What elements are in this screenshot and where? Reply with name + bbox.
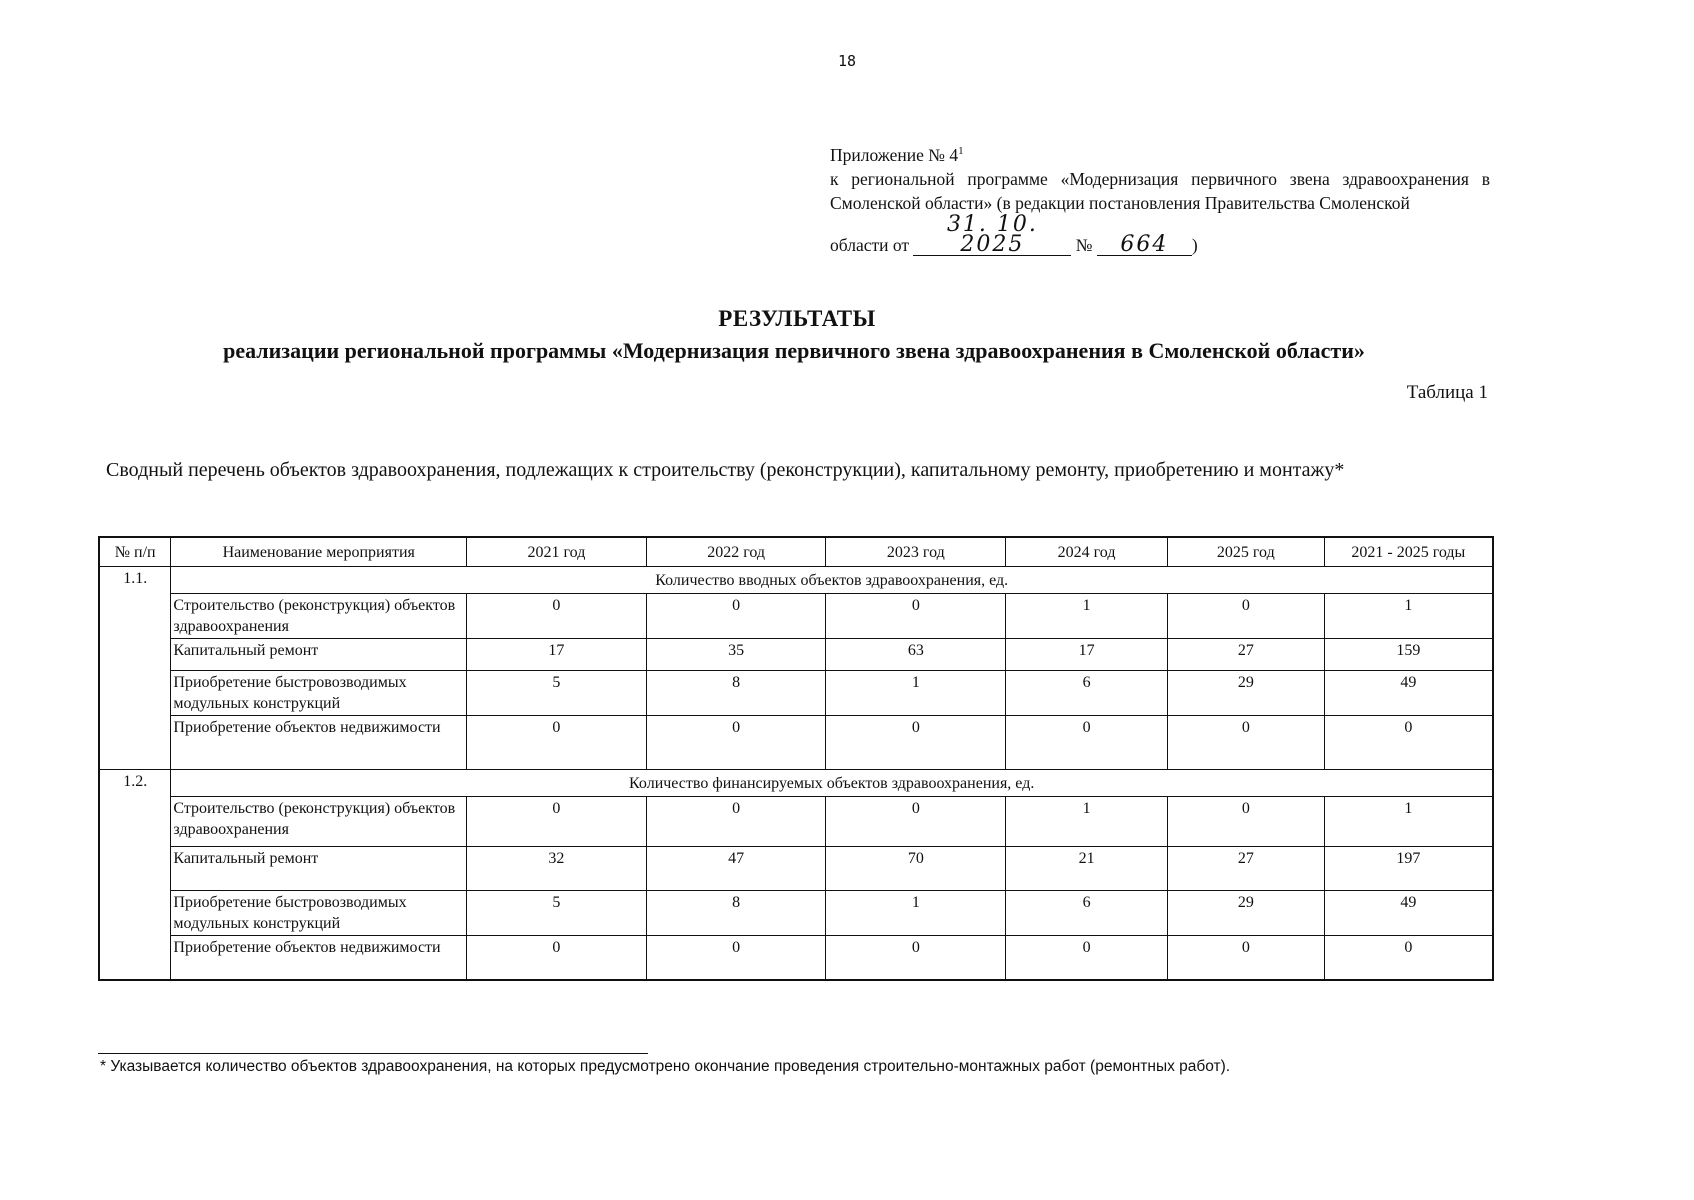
appendix-line-3: [830, 212, 1490, 257]
footnote: * Указывается количество объектов здравоохранения, на которых предусмотрено окончание проведения строительно-монтажных работ (ремонтных работ).: [100, 1058, 1231, 1075]
appendix-close-paren: ): [1191, 235, 1198, 255]
value-cell: 32: [467, 847, 647, 891]
value-cell: 0: [646, 797, 826, 847]
appendix-number-label: №: [1075, 235, 1093, 255]
value-cell: 63: [826, 639, 1006, 671]
value-cell: 49: [1324, 891, 1493, 936]
value-cell: 47: [646, 847, 826, 891]
table-row: [99, 716, 1493, 770]
value-cell: 8: [646, 671, 826, 716]
table-row: [99, 671, 1493, 716]
value-cell: 29: [1167, 891, 1324, 936]
value-cell: 0: [646, 594, 826, 639]
value-cell: 197: [1324, 847, 1493, 891]
value-cell: 0: [467, 716, 647, 770]
value-cell: 21: [1006, 847, 1168, 891]
section-index: 1.2.: [99, 770, 171, 980]
value-cell: 6: [1006, 891, 1168, 936]
value-cell: 1: [1006, 594, 1168, 639]
list-title: Сводный перечень объектов здравоохранения, подлежащих к строительству (реконструкции), капитальному ремонту, приобретению и монтажу*: [106, 459, 1345, 481]
activity-name: Строительство (реконструкция) объектов здравоохранения: [171, 594, 467, 639]
value-cell: 49: [1324, 671, 1493, 716]
value-cell: 0: [826, 797, 1006, 847]
appendix-block: [830, 143, 1490, 257]
value-cell: 0: [1167, 716, 1324, 770]
value-cell: 6: [1006, 671, 1168, 716]
value-cell: 0: [826, 936, 1006, 980]
value-cell: 0: [1167, 936, 1324, 980]
page-number: 18: [837, 52, 857, 70]
activity-name: Приобретение быстровозводимых модульных конструкций: [171, 891, 467, 936]
value-cell: 29: [1167, 671, 1324, 716]
results-table: [98, 536, 1494, 981]
value-cell: 0: [1324, 716, 1493, 770]
table-row: [99, 594, 1493, 639]
value-cell: 0: [467, 797, 647, 847]
activity-name: Строительство (реконструкция) объектов здравоохранения: [171, 797, 467, 847]
header-cell: № п/п: [99, 537, 171, 567]
header-cell: 2021 - 2025 годы: [1324, 537, 1493, 567]
table-row: [99, 797, 1493, 847]
activity-name: Приобретение объектов недвижимости: [171, 716, 467, 770]
table-row: [99, 639, 1493, 671]
table-row: [99, 936, 1493, 980]
header-cell: 2021 год: [467, 537, 647, 567]
appendix-date-prefix: области от: [830, 235, 910, 255]
appendix-title: Приложение № 4: [830, 145, 959, 165]
value-cell: 0: [1324, 936, 1493, 980]
header-cell: 2025 год: [1167, 537, 1324, 567]
value-cell: 8: [646, 891, 826, 936]
appendix-line-2: к региональной программе «Модернизация первичного звена здравоохранения в Смоленской области» (в редакции постановления Правительства Смоленской: [830, 169, 1490, 213]
value-cell: 0: [646, 936, 826, 980]
value-cell: 159: [1324, 639, 1493, 671]
appendix-line-1: [830, 143, 1490, 167]
header-cell: 2024 год: [1006, 537, 1168, 567]
activity-name: Капитальный ремонт: [171, 847, 467, 891]
table-row: [99, 847, 1493, 891]
header-cell: Наименование мероприятия: [171, 537, 467, 567]
value-cell: 1: [1324, 594, 1493, 639]
value-cell: 27: [1167, 639, 1324, 671]
value-cell: 0: [467, 936, 647, 980]
section-row: [99, 770, 1493, 797]
section-index: 1.1.: [99, 567, 171, 770]
value-cell: 27: [1167, 847, 1324, 891]
document-title: РЕЗУЛЬТАТЫ: [718, 306, 876, 331]
table-row: [99, 891, 1493, 936]
value-cell: 5: [467, 671, 647, 716]
value-cell: 1: [826, 891, 1006, 936]
value-cell: 17: [467, 639, 647, 671]
value-cell: 70: [826, 847, 1006, 891]
header-cell: 2022 год: [646, 537, 826, 567]
activity-name: Приобретение быстровозводимых модульных конструкций: [171, 671, 467, 716]
value-cell: 17: [1006, 639, 1168, 671]
value-cell: 0: [467, 594, 647, 639]
value-cell: 0: [826, 716, 1006, 770]
appendix-superscript: 1: [958, 145, 964, 158]
section-title: Количество вводных объектов здравоохранения, ед.: [171, 567, 1493, 594]
handwritten-number: 664: [1097, 235, 1192, 256]
value-cell: 0: [1006, 936, 1168, 980]
table-header-row: [99, 537, 1493, 567]
section-row: [99, 567, 1493, 594]
value-cell: 0: [1006, 716, 1168, 770]
handwritten-date: 31. 10. 2025: [913, 215, 1071, 256]
header-cell: 2023 год: [826, 537, 1006, 567]
value-cell: 35: [646, 639, 826, 671]
value-cell: 1: [826, 671, 1006, 716]
value-cell: 0: [1167, 797, 1324, 847]
value-cell: 1: [1324, 797, 1493, 847]
value-cell: 5: [467, 891, 647, 936]
value-cell: 0: [826, 594, 1006, 639]
footnote-divider: [98, 1053, 648, 1054]
value-cell: 0: [646, 716, 826, 770]
value-cell: 1: [1006, 797, 1168, 847]
document-subtitle: реализации региональной программы «Модернизация первичного звена здравоохранения в Смоленской области»: [223, 338, 1365, 363]
activity-name: Приобретение объектов недвижимости: [171, 936, 467, 980]
section-title: Количество финансируемых объектов здравоохранения, ед.: [171, 770, 1493, 797]
activity-name: Капитальный ремонт: [171, 639, 467, 671]
table-label: Таблица 1: [1406, 382, 1488, 403]
value-cell: 0: [1167, 594, 1324, 639]
